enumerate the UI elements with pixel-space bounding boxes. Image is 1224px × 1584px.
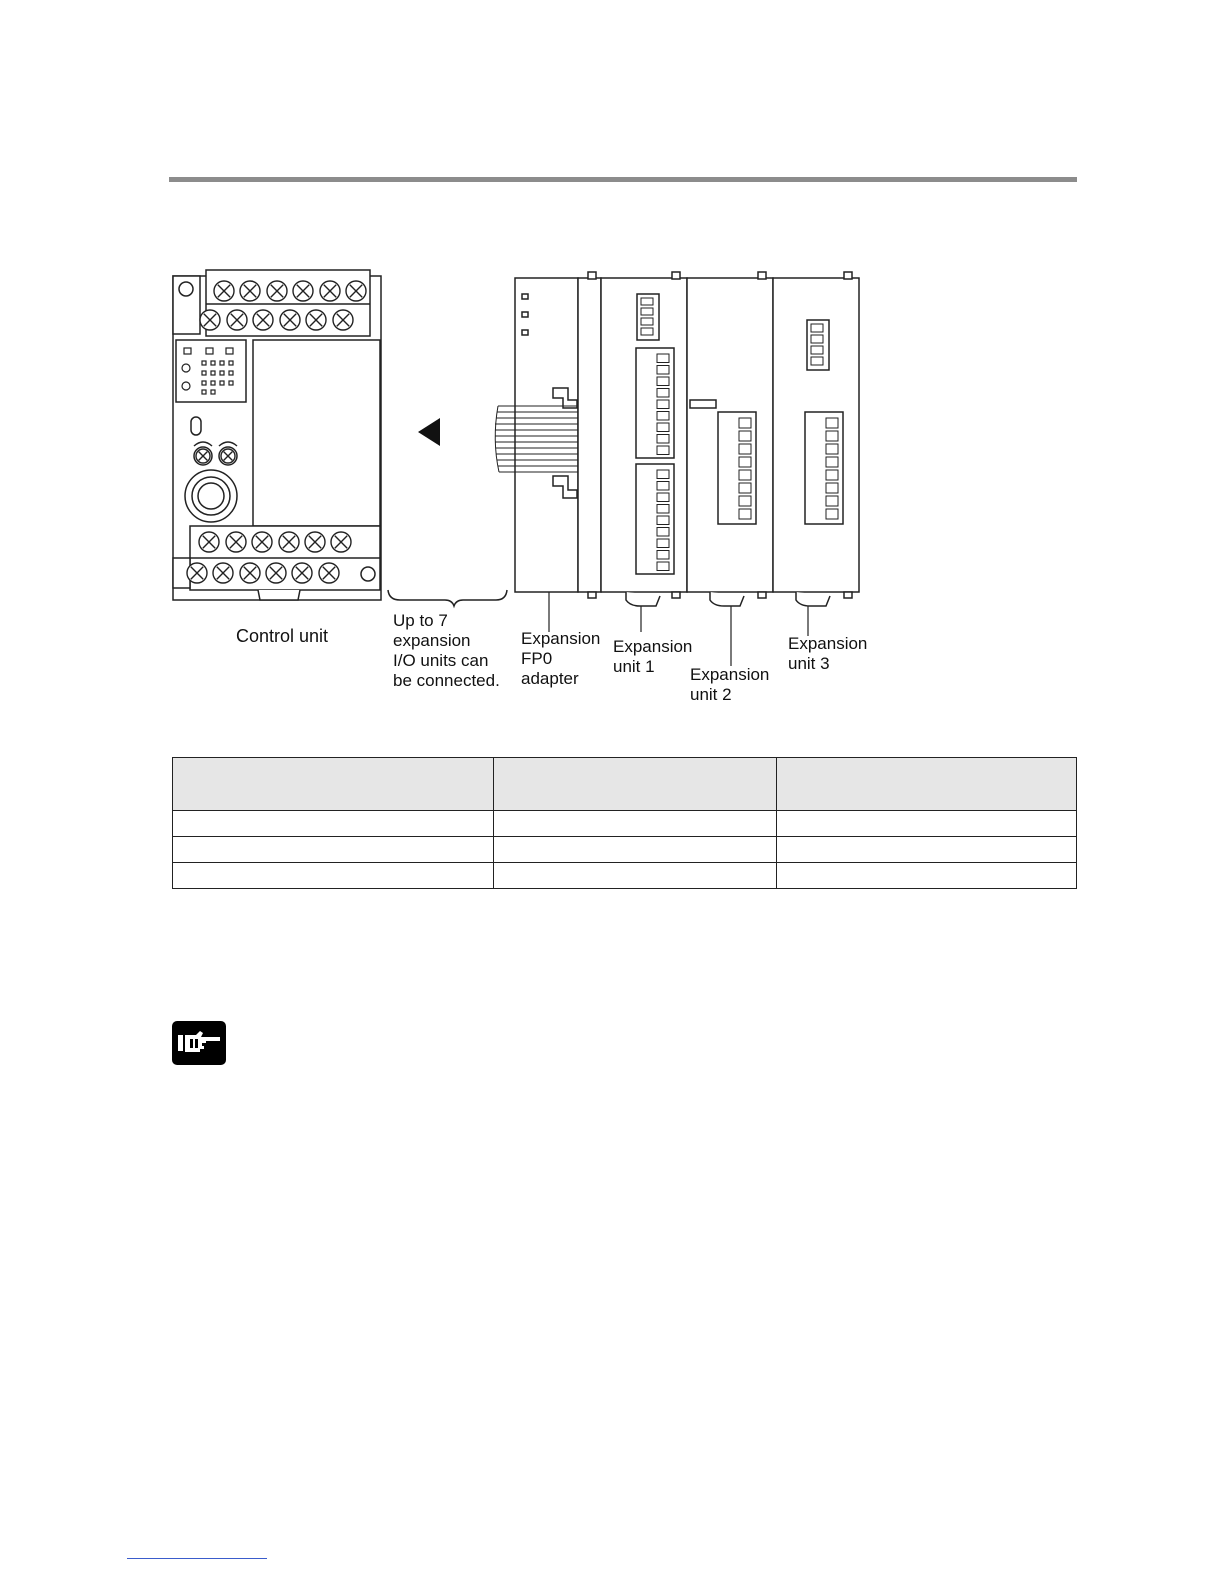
connector-pin [826,496,838,506]
table-row [173,837,1077,863]
expansion-units-drawing [515,272,859,606]
table-header-row [173,758,1077,811]
brace [388,590,507,606]
connector-pin [657,505,669,514]
expansion-note-label: Up to 7 expansion I/O units can be connected. [393,611,500,690]
expansion-unit-3-label: Expansion unit 3 [788,634,868,673]
connector-pin [657,423,669,432]
connector-pin [641,328,653,335]
connector-pin [826,418,838,428]
table-cell [494,863,777,889]
header-cell [173,758,494,811]
table-cell [173,811,494,837]
connector-pin [657,400,669,409]
table-cell [777,837,1077,863]
pointing-hand-icon [172,1021,226,1065]
arrow-left-icon [418,418,440,446]
connector-pin [657,539,669,548]
connector-pin [657,354,669,363]
connector-pin [811,346,823,354]
table-cell [494,811,777,837]
connector-pin [826,509,838,519]
table-cell [777,811,1077,837]
header-cell [777,758,1077,811]
connector-pin [739,470,751,480]
connector-pin [739,496,751,506]
connector-pin [826,444,838,454]
control-unit-label: Control unit [236,626,329,646]
connector-pin [826,457,838,467]
connector-pin [657,528,669,537]
table-row [173,811,1077,837]
spec-table [172,757,1077,889]
connector-pin [657,470,669,479]
connector-pin [826,470,838,480]
expansion-unit-2-label: Expansion unit 2 [690,665,770,704]
table-cell [777,863,1077,889]
connector-pin [739,418,751,428]
connector-pin [641,318,653,325]
connector-pin [739,431,751,441]
connector-pin [657,412,669,421]
connector-pin [811,357,823,365]
connector-pin [641,308,653,315]
connector-pin [739,457,751,467]
connector-pin [657,516,669,525]
connector-pin [641,298,653,305]
connector-pin [657,482,669,491]
connector-pin [657,551,669,560]
table-row [173,863,1077,889]
connector-pin [739,444,751,454]
connector-pin [657,446,669,455]
connector-pin [739,483,751,493]
expansion-unit-1-label: Expansion unit 1 [613,637,693,676]
table-cell [173,863,494,889]
connector-pin [657,435,669,444]
table-cell [173,837,494,863]
footer-link-underline [127,1558,267,1559]
header-rule [169,177,1077,182]
connector-pin [657,493,669,502]
connector-pin [657,366,669,375]
table-cell [494,837,777,863]
connector-pin [657,562,669,571]
connector-pin [657,377,669,386]
fp0-adapter-label: Expansion FP0 adapter [521,629,601,688]
connector-pin [657,389,669,398]
connector-pin [826,431,838,441]
connector-pin [811,335,823,343]
header-cell [494,758,777,811]
connector-pin [826,483,838,493]
connector-pin [811,324,823,332]
connector-pin [739,509,751,519]
